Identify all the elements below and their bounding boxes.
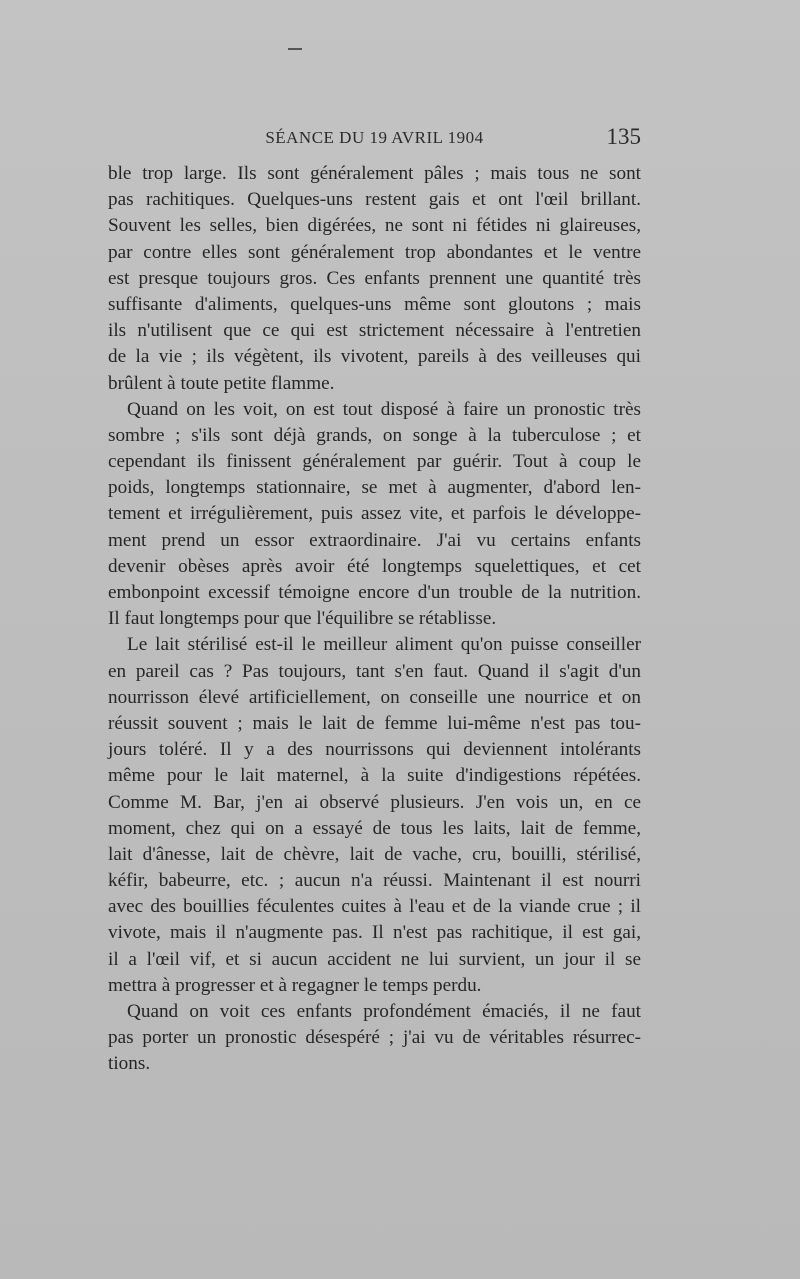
text-line: suffisante d'aliments, quelques-uns même sont gloutons ; mais bbox=[108, 293, 641, 315]
body-text bbox=[108, 161, 641, 1078]
text-line: Comme M. Bar, j'en ai observé plusieurs. J'en vois un, en ce bbox=[108, 791, 641, 813]
text-line: lait d'ânesse, lait de chèvre, lait de vache, cru, bouilli, stérilisé, bbox=[108, 843, 641, 865]
text-line: par contre elles sont généralement trop abondantes et le ventre bbox=[108, 241, 641, 263]
page-number: 135 bbox=[606, 124, 641, 149]
text-line: pas porter un pronostic désespéré ; j'ai vu de véritables résurrec- bbox=[108, 1027, 641, 1049]
text-line: pas rachitiques. Quelques-uns restent gais et ont l'œil brillant. bbox=[108, 189, 641, 211]
text-line: même pour le lait maternel, à la suite d'indigestions répétées. bbox=[108, 765, 641, 787]
text-line: réussit souvent ; mais le lait de femme lui-même n'est pas tou- bbox=[108, 712, 641, 734]
text-line: en pareil cas ? Pas toujours, tant s'en faut. Quand il s'agit d'un bbox=[108, 660, 641, 682]
paragraph-first-line: Quand on voit ces enfants profondément émaciés, il ne faut bbox=[127, 1001, 641, 1022]
text-line: est presque toujours gros. Ces enfants prennent une quantité très bbox=[108, 267, 641, 289]
text-line: nourrisson élevé artificiellement, on conseille une nourrice et on bbox=[108, 686, 641, 708]
text-line: ment prend un essor extraordinaire. J'ai vu certains enfants bbox=[108, 529, 641, 551]
text-line: brûlent à toute petite flamme. bbox=[108, 372, 335, 394]
text-line: de la vie ; ils végètent, ils vivotent, pareils à des veilleuses qui bbox=[108, 346, 641, 368]
text-line: tement et irrégulièrement, puis assez vite, et parfois le développe- bbox=[108, 503, 641, 525]
text-line: kéfir, babeurre, etc. ; aucun n'a réussi. Maintenant il est nourri bbox=[108, 870, 641, 892]
text-line: moment, chez qui on a essayé de tous les laits, lait de femme, bbox=[108, 817, 641, 839]
text-line: poids, longtemps stationnaire, se met à augmenter, d'abord len- bbox=[108, 477, 641, 499]
text-line: avec des bouillies féculentes cuites à l'eau et de la viande crue ; il bbox=[108, 896, 641, 918]
running-head: SÉANCE DU 19 AVRIL 1904 bbox=[265, 128, 484, 147]
text-line: vivote, mais il n'augmente pas. Il n'est pas rachitique, il est gai, bbox=[108, 922, 641, 944]
text-line: devenir obèses après avoir été longtemps squelettiques, et cet bbox=[108, 555, 641, 577]
text-line: Souvent les selles, bien digérées, ne sont ni fétides ni glaireuses, bbox=[108, 215, 641, 237]
text-line: mettra à progresser et à regagner le temps perdu. bbox=[108, 974, 482, 996]
text-line: embonpoint excessif témoigne encore d'un trouble de la nutrition. bbox=[108, 582, 641, 603]
paragraph-first-line: Le lait stérilisé est-il le meilleur aliment qu'on puisse conseiller bbox=[127, 634, 641, 656]
page-header bbox=[108, 124, 641, 154]
text-line: ble trop large. Ils sont généralement pâles ; mais tous ne sont bbox=[108, 163, 641, 184]
text-line: tions. bbox=[108, 1053, 151, 1075]
text-line: cependant ils finissent généralement par guérir. Tout à coup le bbox=[108, 451, 641, 473]
top-dash-ornament bbox=[288, 48, 302, 50]
text-line: ils n'utilisent que ce qui est strictement nécessaire à l'entretien bbox=[108, 320, 641, 342]
paragraph-first-line: Quand on les voit, on est tout disposé à faire un pronostic très bbox=[127, 398, 641, 420]
text-line: sombre ; s'ils sont déjà grands, on songe à la tuberculose ; et bbox=[108, 424, 641, 446]
text-line: il a l'œil vif, et si aucun accident ne lui survient, un jour il se bbox=[108, 948, 641, 970]
text-line: Il faut longtemps pour que l'équilibre se rétablisse. bbox=[108, 608, 497, 630]
text-line: jours toléré. Il y a des nourrissons qui deviennent intolérants bbox=[108, 739, 641, 761]
